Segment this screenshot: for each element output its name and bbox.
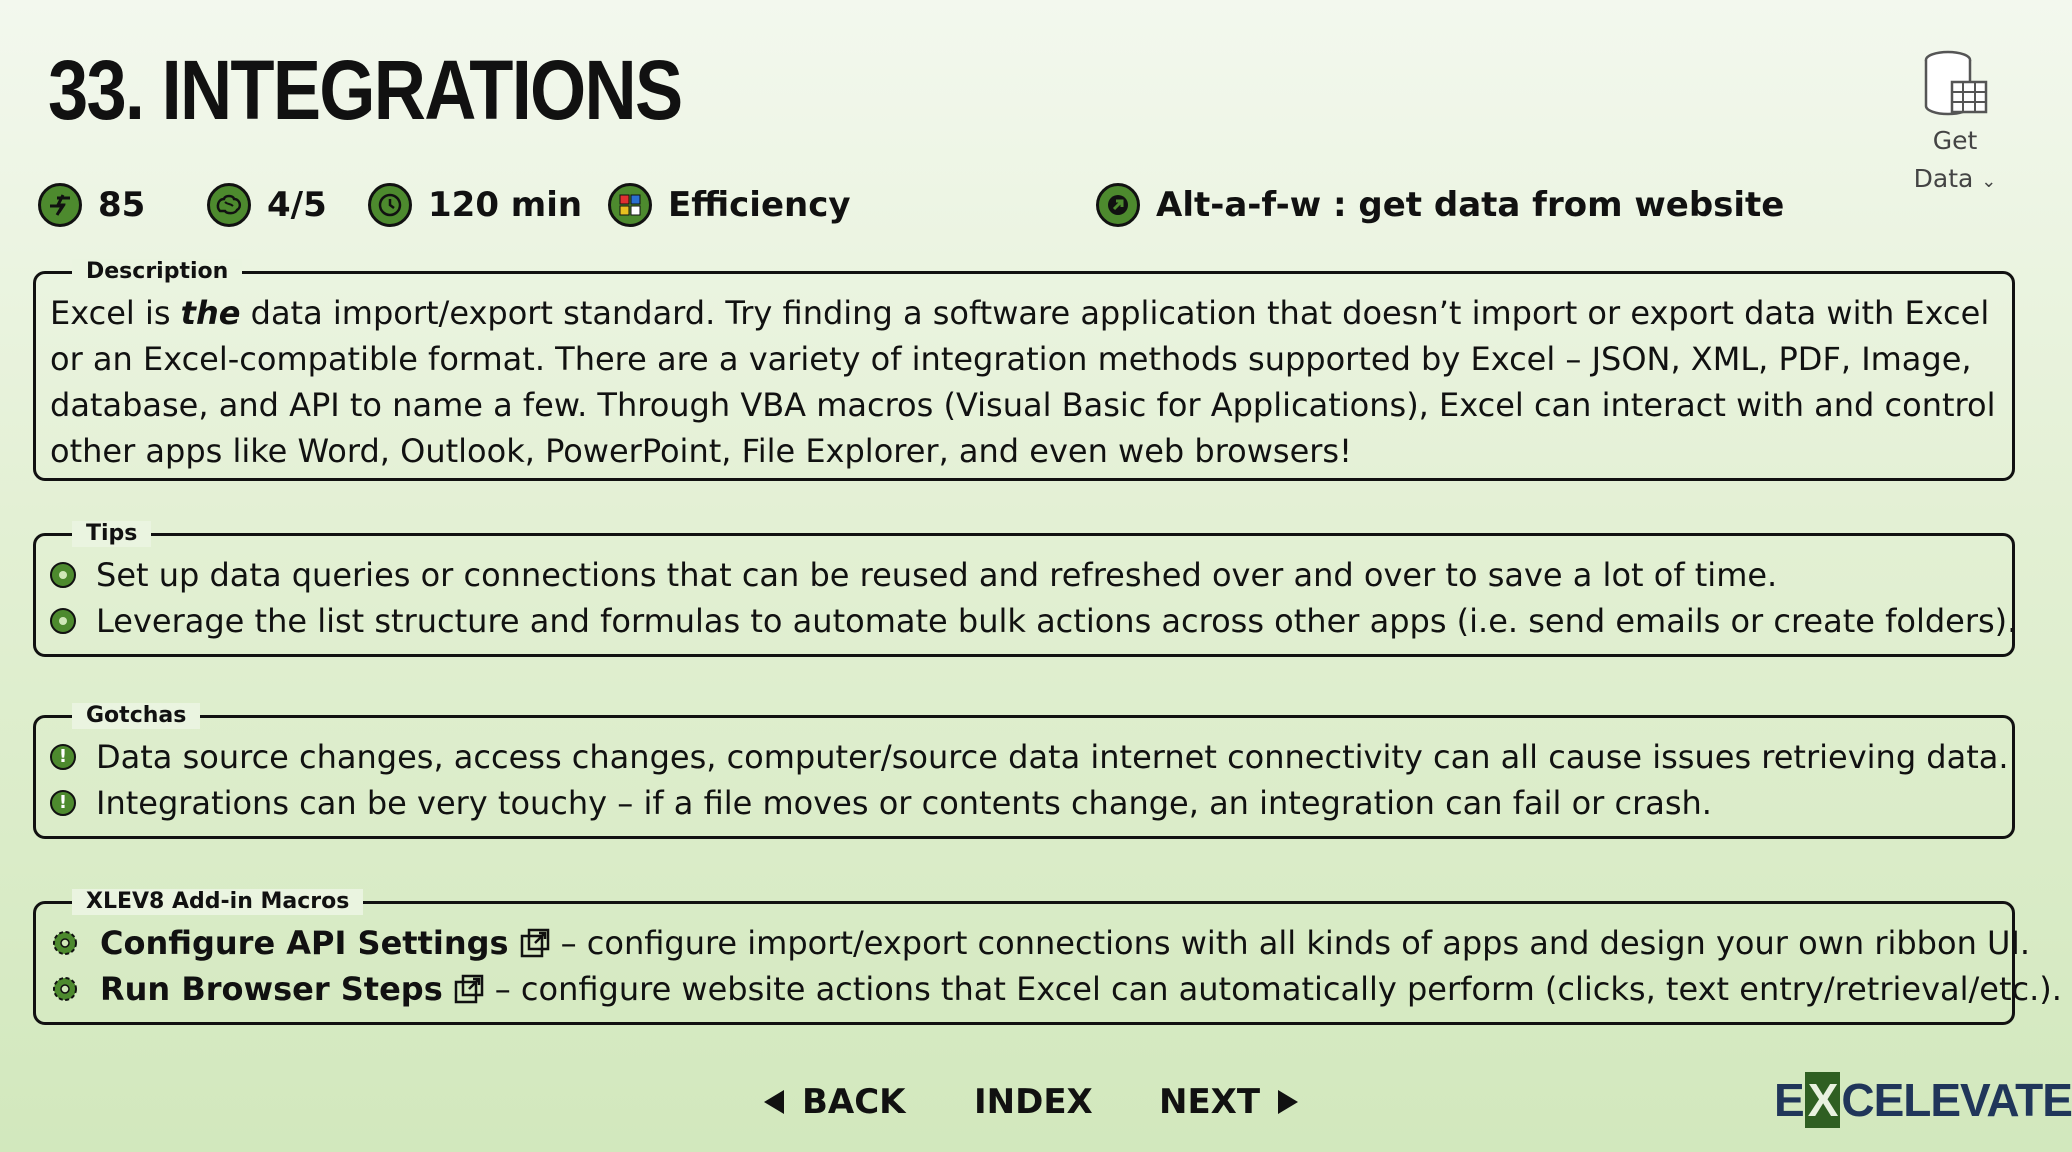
shortcut-arrow-icon	[1096, 183, 1140, 227]
stat-time	[368, 181, 582, 229]
chevron-down-icon: ⌄	[1981, 171, 1997, 192]
stat-difficulty-value: 4/5	[267, 185, 327, 225]
triangle-left-icon	[764, 1090, 784, 1114]
macros-label: XLEV8 Add-in Macros	[72, 889, 363, 915]
gear-icon	[50, 974, 80, 1004]
stat-shortcut	[1096, 181, 1784, 229]
warning-icon: !	[50, 744, 76, 770]
database-table-icon	[1920, 48, 1990, 120]
macros-section	[33, 889, 2062, 1025]
gotchas-section	[33, 703, 2015, 839]
lightbulb-icon	[50, 608, 76, 634]
page-title: 33. INTEGRATIONS	[48, 43, 682, 137]
stat-shortcut-value: Alt-a-f-w : get data from website	[1156, 185, 1785, 225]
configure-api-settings-link[interactable]: Configure API Settings	[100, 924, 509, 962]
lightning-icon	[38, 183, 82, 227]
list-item: Leverage the list structure and formulas to automate bulk actions across other apps (i.e. send emails or create folders).	[50, 598, 2017, 644]
gear-icon	[50, 928, 80, 958]
brain-icon	[207, 183, 251, 227]
stat-difficulty	[207, 181, 327, 229]
stat-category	[608, 181, 851, 229]
grid-icon	[608, 183, 652, 227]
run-browser-steps-link[interactable]: Run Browser Steps	[100, 970, 443, 1008]
list-item: Set up data queries or connections that can be reused and refreshed over and over to save a lot of time.	[50, 552, 1777, 598]
back-button[interactable]: BACK	[764, 1078, 906, 1126]
external-link-icon[interactable]	[519, 927, 551, 959]
description-emphasis: the	[180, 294, 241, 332]
stat-time-value: 120 min	[428, 185, 583, 225]
index-button[interactable]: INDEX	[974, 1082, 1093, 1122]
get-data-label-2: Data ⌄	[1913, 164, 1997, 193]
get-data-button[interactable]	[1900, 48, 2010, 201]
clock-icon	[368, 183, 412, 227]
list-item: ! Integrations can be very touchy – if a file moves or contents change, an integration can fail or crash.	[50, 780, 1712, 826]
lightbulb-icon	[50, 562, 76, 588]
external-link-icon[interactable]	[453, 973, 485, 1005]
warning-icon: !	[50, 790, 76, 816]
stat-score-value: 85	[98, 185, 146, 225]
list-item: Run Browser Steps – configure website actions that Excel can automatically perform (clicks, text entry/retrieval/etc.).	[50, 966, 2062, 1012]
triangle-right-icon	[1278, 1090, 1298, 1114]
excelevate-logo: E X CELEVATE	[1774, 1074, 2072, 1126]
stat-category-value: Efficiency	[668, 185, 851, 225]
description-label: Description	[72, 259, 242, 285]
tips-section	[33, 521, 2018, 657]
next-button[interactable]: NEXT	[1159, 1078, 1298, 1126]
get-data-label-1: Get	[1932, 126, 1978, 155]
description-text: Excel is the data import/export standard. Try finding a software application that doesn’t import or export data with Excel or an Excel-compatible format. There are a variety of integration methods supported by Excel – JSON, XML, PDF, Image, database, and API to name a few. Through VBA macros (Visual Basic for Applications), Excel can interact with and control other apps like Word, Outlook, PowerPoint, File Explorer, and even web browsers!	[50, 294, 1996, 470]
stat-score	[38, 181, 145, 229]
description-section	[33, 259, 2015, 481]
list-item: Configure API Settings – configure import/export connections with all kinds of apps and design your own ribbon UI.	[50, 920, 2030, 966]
list-item: ! Data source changes, access changes, computer/source data internet connectivity can all cause issues retrieving data.	[50, 734, 2009, 780]
tips-label: Tips	[72, 521, 151, 547]
gotchas-label: Gotchas	[72, 703, 200, 729]
